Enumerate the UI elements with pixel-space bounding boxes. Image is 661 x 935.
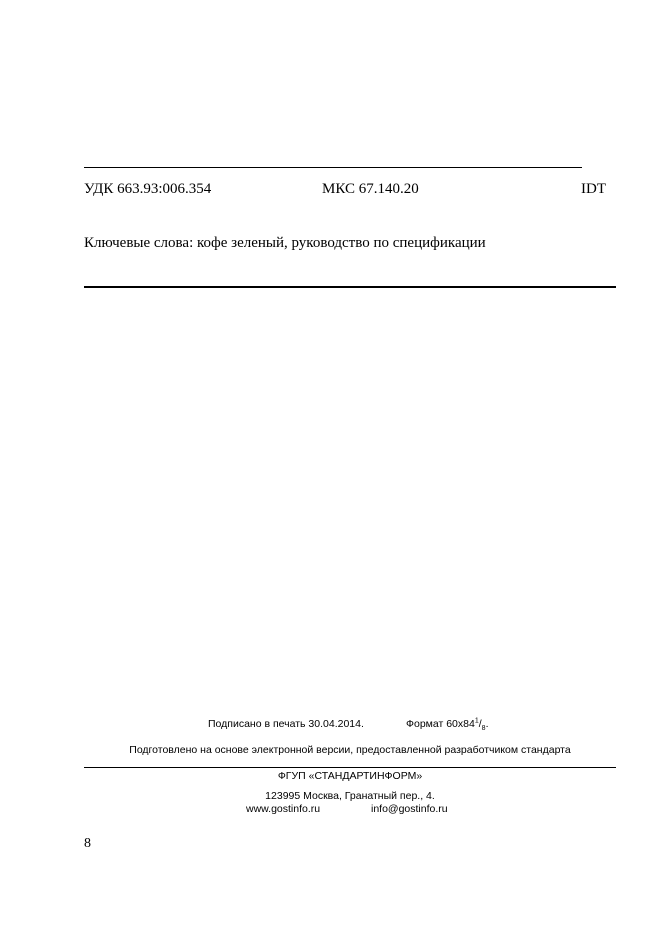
signed-to-print-text: Подписано в печать 30.04.2014. xyxy=(208,718,364,730)
prepared-note: Подготовлено на основе электронной версии, предоставленной разработчиком стандарта xyxy=(129,744,571,756)
publisher-name: ФГУП «СТАНДАРТИНФОРМ» xyxy=(277,770,423,782)
format-suffix: . xyxy=(485,718,489,730)
publisher-website: www.gostinfo.ru xyxy=(246,803,321,815)
page-number: 8 xyxy=(84,836,91,851)
mks-code: МКС 67.140.20 xyxy=(322,181,419,197)
equivalence-degree: IDT xyxy=(581,181,606,197)
publisher-address: 123995 Москва, Гранатный пер., 4. xyxy=(265,790,435,802)
top-divider-line xyxy=(84,167,582,168)
keywords-line: Ключевые слова: кофе зеленый, руководство по спецификации xyxy=(84,235,486,251)
print-format-text xyxy=(406,718,488,731)
format-slash: / xyxy=(478,718,482,730)
udk-code: УДК 663.93:006.354 xyxy=(84,181,212,197)
publisher-email: info@gostinfo.ru xyxy=(371,803,448,815)
keywords-divider-line xyxy=(84,286,616,288)
format-prefix: Формат 60х84 xyxy=(406,718,475,730)
format-numerator: 1 xyxy=(474,717,479,725)
format-denominator: 8 xyxy=(481,725,486,733)
footer-divider-line xyxy=(84,767,616,768)
